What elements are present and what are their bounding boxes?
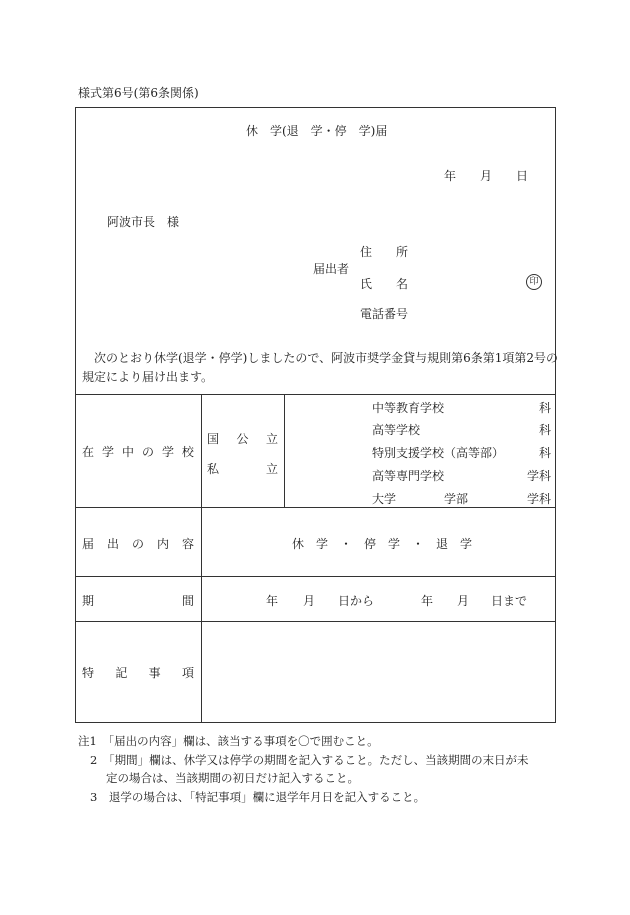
form-title: 休 学(退 学・停 学)届 <box>246 124 388 138</box>
school-type-2: 高等学校 <box>372 423 421 437</box>
seal-mark: 印 <box>526 274 542 290</box>
phone-label: 電話番号 <box>360 307 409 321</box>
school-suffix-2: 科 <box>539 423 552 437</box>
school-suffix-1: 科 <box>539 401 552 415</box>
remarks-label: 特 記 事 項 <box>82 666 194 680</box>
divider <box>284 394 285 507</box>
date-month-label: 月 <box>480 169 493 183</box>
option-withdrawal[interactable]: 退 学 <box>435 537 472 551</box>
period-label: 期 間 <box>82 594 194 608</box>
note-3: 3 退学の場合は、「特記事項」欄に退学年月日を記入すること。 <box>90 790 426 804</box>
note-2: 2 「期間」欄は、休学又は停学の期間を記入すること。ただし、当該期間の末日が未 <box>90 753 529 767</box>
period-from-month: 月 <box>303 594 316 608</box>
option-separator: ・ <box>339 537 352 551</box>
period-from-year: 年 <box>266 594 279 608</box>
period-to-day: 日まで <box>491 594 528 608</box>
note-2-continued: 定の場合は、当該期間の初日だけ記入すること。 <box>106 771 359 785</box>
content-options <box>292 535 472 552</box>
body-text-line1: 次のとおり休学(退学・停学)しましたので、阿波市奨学金貸与規則第6条第1項第2号の <box>94 351 559 365</box>
remarks-field[interactable] <box>202 622 555 722</box>
content-label: 届 出 の 内 容 <box>82 537 194 551</box>
applicant-label: 届出者 <box>313 262 350 276</box>
school-type-1: 中等教育学校 <box>372 401 445 415</box>
period-to-year: 年 <box>421 594 434 608</box>
school-suffix-5: 学科 <box>527 492 552 506</box>
school-type-5: 大学 学部 <box>372 492 469 506</box>
body-text-line2: 規定により届け出ます。 <box>82 370 214 384</box>
private-school-label: 私 立 <box>207 462 278 476</box>
public-school-label: 国 公 立 <box>207 432 278 446</box>
school-label: 在 学 中 の 学 校 <box>82 445 194 459</box>
addressee: 阿波市長 様 <box>107 215 180 229</box>
name-label: 氏 名 <box>360 277 409 291</box>
date-day-label: 日 <box>516 169 529 183</box>
option-suspension[interactable]: 停 学 <box>363 537 400 551</box>
form-number-label: 様式第6号(第6条関係) <box>78 86 199 100</box>
note-1: 注1 「届出の内容」欄は、該当する事項を〇で囲むこと。 <box>78 734 379 748</box>
school-suffix-4: 学科 <box>527 469 552 483</box>
date-year-label: 年 <box>444 169 457 183</box>
school-suffix-3: 科 <box>539 446 552 460</box>
option-separator: ・ <box>411 537 424 551</box>
divider <box>75 576 556 577</box>
option-leave[interactable]: 休 学 <box>292 537 329 551</box>
address-label: 住 所 <box>360 245 409 259</box>
school-type-4: 高等専門学校 <box>372 469 445 483</box>
school-type-3: 特別支援学校（高等部） <box>372 446 505 460</box>
divider <box>75 507 556 508</box>
period-to-month: 月 <box>457 594 470 608</box>
period-from-day: 日から <box>338 594 375 608</box>
divider <box>75 394 556 395</box>
